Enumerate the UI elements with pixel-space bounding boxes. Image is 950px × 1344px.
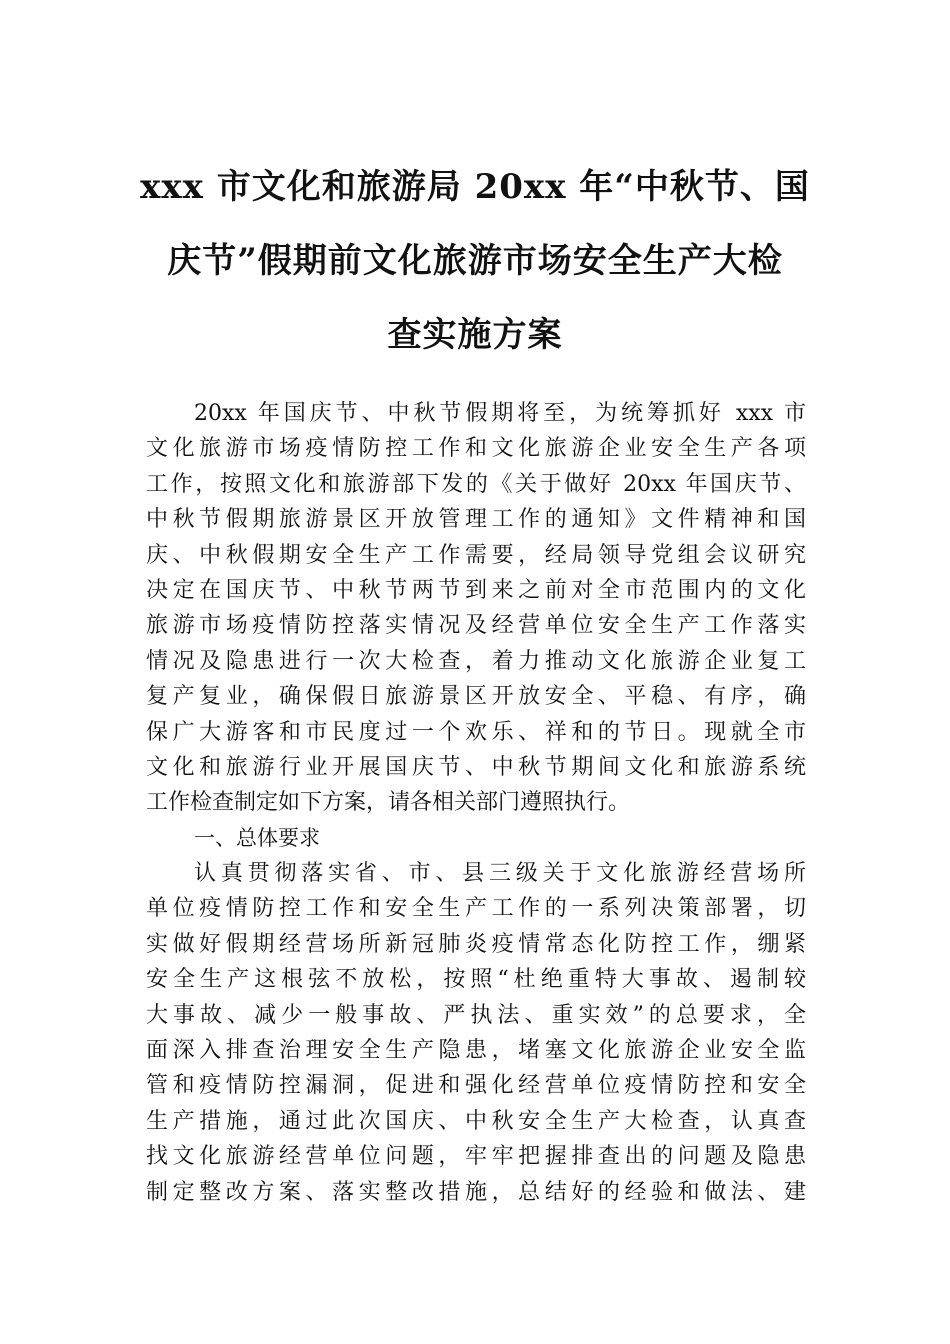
- paragraph-line: 制定整改方案、落实整改措施，总结好的经验和做法、建: [146, 1179, 806, 1205]
- title-line-2: 庆节”假期前文化旅游市场安全生产大检: [167, 241, 783, 281]
- paragraph-line: 庆、中秋假期安全生产工作需要，经局领导党组会议研究: [146, 542, 806, 568]
- document-title: [140, 150, 810, 372]
- title-line-1: xxx 市文化和旅游局 20xx 年“中秋节、国: [140, 167, 810, 207]
- paragraph-line: 找文化旅游经营单位问题，牢牢把握排查出的问题及隐患: [146, 1144, 806, 1170]
- paragraph-line: 旅游市场疫情防控落实情况及经营单位安全生产工作落实: [146, 613, 806, 639]
- paragraph-line: 单位疫情防控工作和安全生产工作的一系列决策部署，切: [146, 896, 806, 922]
- paragraph-line: 工作检查制定如下方案，请各相关部门遵照执行。: [146, 790, 631, 816]
- paragraph-line: 实做好假期经营场所新冠肺炎疫情常态化防控工作，绷紧: [146, 931, 806, 957]
- paragraph-line: 认真贯彻落实省、市、县三级关于文化旅游经营场所: [194, 861, 806, 887]
- paragraph-line: 决定在国庆节、中秋节两节到来之前对全市范围内的文化: [146, 577, 806, 603]
- paragraph-line: 中秋节假期旅游景区开放管理工作的通知》文件精神和国: [146, 507, 806, 533]
- paragraph-line: 情况及隐患进行一次大检查，着力推动文化旅游企业复工: [146, 648, 806, 674]
- paragraph-line: 管和疫情防控漏洞，促进和强化经营单位疫情防控和安全: [146, 1073, 806, 1099]
- document-body: [146, 396, 806, 1210]
- title-line-3: 查实施方案: [387, 315, 563, 355]
- paragraph-line: 文化和旅游行业开展国庆节、中秋节期间文化和旅游系统: [146, 754, 806, 780]
- paragraph-line: 生产措施，通过此次国庆、中秋安全生产大检查，认真查: [146, 1108, 806, 1134]
- requirements-paragraph: [146, 856, 806, 1210]
- paragraph-line: 复产复业，确保假日旅游景区开放安全、平稳、有序，确: [146, 684, 806, 710]
- intro-paragraph: [146, 396, 806, 821]
- paragraph-line: 20xx 年国庆节、中秋节假期将至，为统筹抓好 xxx 市: [194, 401, 806, 426]
- paragraph-line: 安全生产这根弦不放松，按照“杜绝重特大事故、遏制较: [146, 967, 806, 993]
- paragraph-line: 保广大游客和市民度过一个欢乐、祥和的节日。现就全市: [146, 719, 806, 745]
- paragraph-line: 大事故、减少一般事故、严执法、重实效”的总要求，全: [146, 1002, 806, 1028]
- paragraph-line: 工作，按照文化和旅游部下发的《关于做好 20xx 年国庆节、: [146, 471, 806, 497]
- paragraph-line: 面深入排查治理安全生产隐患，堵塞文化旅游企业安全监: [146, 1038, 806, 1064]
- section-heading: 一、总体要求: [194, 825, 320, 850]
- paragraph-line: 文化旅游市场疫情防控工作和文化旅游企业安全生产各项: [146, 436, 806, 462]
